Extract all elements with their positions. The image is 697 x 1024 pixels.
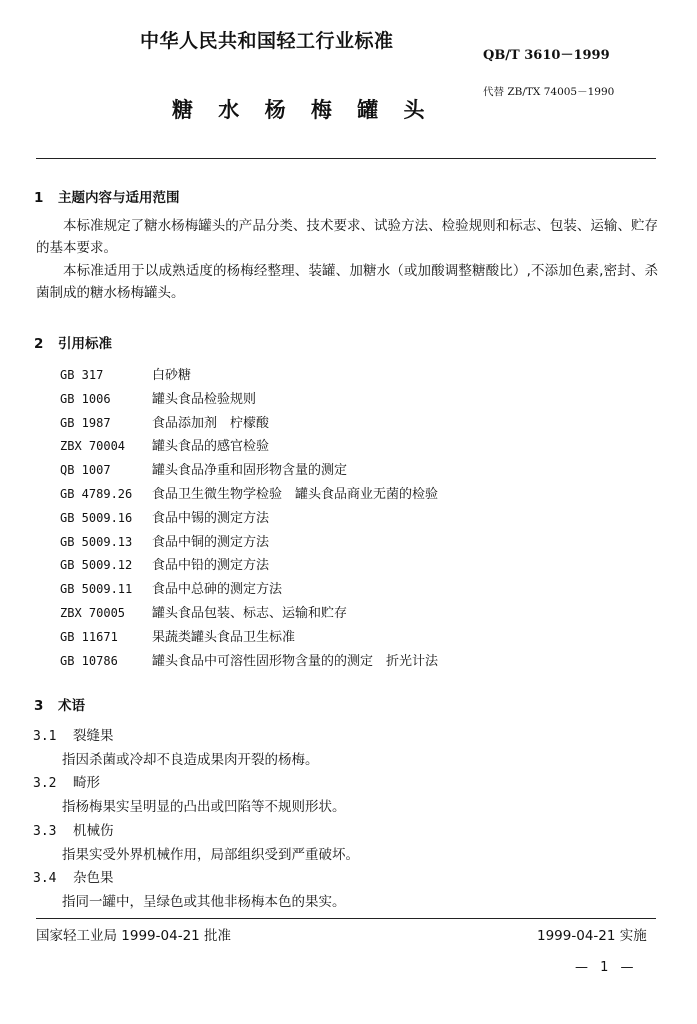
term-heading [33, 724, 114, 744]
reference-title: 罐头食品包装、标志、运输和贮存 [152, 605, 348, 621]
reference-item [60, 483, 438, 507]
reference-code: GB 5009.11 [60, 582, 133, 597]
reference-code: ZBX 70005 [60, 605, 126, 620]
page-number: — 1 — [575, 960, 638, 975]
reference-title: 果蔬类罐头食品卫生标准 [152, 629, 296, 645]
section-number: 1 [34, 190, 44, 206]
reference-item [60, 507, 438, 531]
reference-code: GB 1006 [60, 391, 111, 406]
normative-references-list [60, 364, 438, 673]
reference-code: QB 1007 [60, 463, 111, 478]
section-1-paragraph-2: 本标准适用于以成熟适度的杨梅经整理、装罐、加糖水（或加酸调整糖酸比）,不添加色素,密封、杀菌制成的糖水杨梅罐头。 [36, 263, 658, 301]
reference-title: 食品中锡的测定方法 [152, 510, 270, 526]
reference-title: 罐头食品净重和固形物含量的测定 [152, 463, 348, 479]
header-divider [36, 158, 656, 159]
section-title: 术语 [58, 698, 85, 714]
term-name: 裂缝果 [73, 728, 114, 744]
term-name: 机械伤 [73, 823, 114, 839]
reference-item [60, 650, 438, 674]
issuing-authority-heading: 中华人民共和国轻工行业标准 [140, 30, 394, 52]
term-heading [33, 866, 114, 886]
reference-code: GB 10786 [60, 653, 118, 668]
reference-code: ZBX 70004 [60, 439, 126, 454]
reference-title: 罐头食品的感官检验 [152, 439, 270, 455]
reference-title: 食品中铜的测定方法 [152, 534, 270, 550]
reference-code: GB 5009.13 [60, 534, 133, 549]
reference-title: 食品卫生微生物学检验 罐头食品商业无菌的检验 [152, 486, 439, 502]
section-number: 2 [34, 336, 44, 352]
reference-item [60, 364, 438, 388]
term-number: 3.3 [33, 824, 57, 839]
reference-code: GB 317 [60, 368, 104, 382]
term-definition: 指同一罐中，呈绿色或其他非杨梅本色的果实。 [62, 894, 346, 910]
reference-title: 罐头食品中可溶性固形物含量的的测定 折光计法 [152, 653, 439, 669]
reference-item [60, 412, 438, 436]
reference-item [60, 531, 438, 555]
section-number: 3 [34, 698, 44, 714]
reference-code: GB 11671 [60, 629, 118, 644]
term-heading [33, 819, 114, 839]
section-3-heading [34, 694, 85, 714]
section-1-paragraph-1: 本标准规定了糖水杨梅罐头的产品分类、技术要求、试验方法、检验规则和标志、包装、运输、贮存的基本要求。 [36, 218, 658, 256]
term-definition: 指杨梅果实呈明显的凸出或凹陷等不规则形状。 [62, 799, 346, 815]
reference-item [60, 435, 438, 459]
section-title: 主题内容与适用范围 [58, 190, 180, 206]
reference-item [60, 554, 438, 578]
reference-title: 罐头食品检验规则 [152, 391, 257, 407]
term-name: 畸形 [73, 775, 100, 791]
reference-item [60, 388, 438, 412]
reference-title: 食品中总砷的测定方法 [152, 582, 283, 598]
reference-code: GB 4789.26 [60, 486, 133, 501]
section-1-heading [34, 186, 180, 206]
reference-item [60, 626, 438, 650]
term-number: 3.1 [33, 729, 57, 744]
section-2-heading [34, 332, 112, 352]
reference-item [60, 602, 438, 626]
reference-item [60, 578, 438, 602]
reference-title: 白砂糖 [152, 368, 192, 383]
term-name: 杂色果 [73, 870, 114, 886]
reference-title: 食品中铅的测定方法 [152, 558, 270, 574]
standard-number: QB/T 3610－1999 [483, 48, 610, 63]
reference-code: GB 5009.12 [60, 558, 133, 573]
replaces-standard: 代替 ZB/TX 74005－1990 [483, 86, 615, 98]
approval-statement: 国家轻工业局 1999-04-21 批准 [36, 928, 232, 944]
term-heading [33, 771, 100, 791]
section-title: 引用标准 [58, 336, 112, 352]
term-number: 3.2 [33, 776, 57, 791]
reference-title: 食品添加剂 柠檬酸 [152, 415, 270, 431]
footer-divider [36, 918, 656, 919]
term-definition: 指因杀菌或冷却不良造成果肉开裂的杨梅。 [62, 752, 319, 768]
term-number: 3.4 [33, 871, 57, 886]
implementation-date: 1999-04-21 实施 [537, 928, 647, 944]
document-title: 糖 水 杨 梅 罐 头 [172, 98, 434, 122]
reference-code: GB 1987 [60, 415, 111, 430]
term-definition: 指果实受外界机械作用，局部组织受到严重破坏。 [62, 847, 359, 863]
reference-item [60, 459, 438, 483]
reference-code: GB 5009.16 [60, 510, 133, 525]
